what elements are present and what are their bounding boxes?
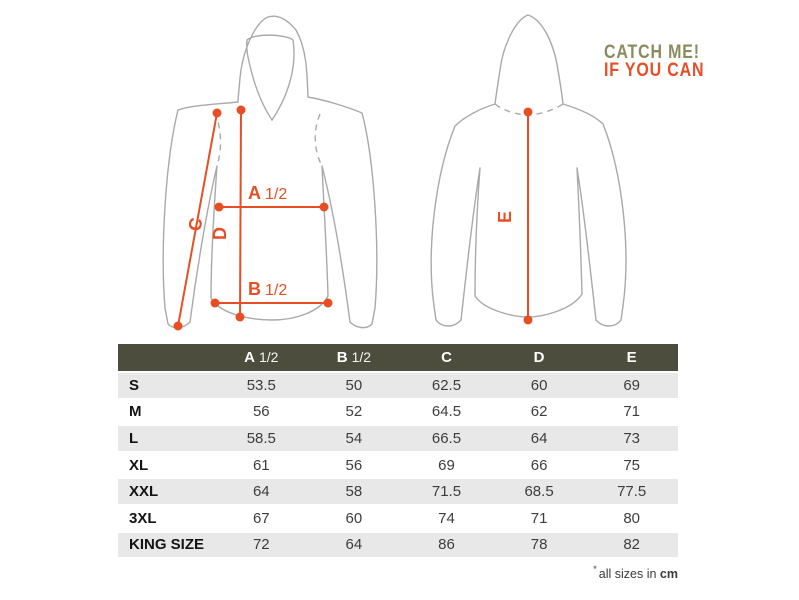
table-row-m <box>118 400 678 425</box>
hoodie-measurement-diagram <box>160 8 665 342</box>
size-value: 50 <box>308 373 401 398</box>
hoodie-front-outline <box>163 16 377 327</box>
column-letter: C <box>441 349 452 366</box>
size-table-header-e <box>585 344 678 371</box>
size-value: 60 <box>345 509 363 527</box>
size-label: M <box>129 403 142 421</box>
measure-dot <box>215 203 224 212</box>
size-value: 73 <box>585 426 678 451</box>
size-value: 53.5 <box>215 373 308 398</box>
size-value: 71.5 <box>400 479 493 504</box>
measure-label-b-frac: 1/2 <box>265 282 288 299</box>
measure-label-c: C <box>184 215 207 233</box>
column-frac: 1/2 <box>351 349 372 365</box>
column-letter: A <box>244 349 255 366</box>
size-table-header-d <box>493 344 586 371</box>
column-letter: E <box>626 349 637 366</box>
size-label: XXL <box>118 479 215 504</box>
size-table-header-a <box>215 344 308 371</box>
measure-dot <box>320 203 329 212</box>
size-value: 82 <box>585 533 678 558</box>
size-value: 68.5 <box>493 479 586 504</box>
size-value: 64 <box>215 479 308 504</box>
footnote-asterisk: * <box>593 564 597 574</box>
size-value: 52 <box>345 403 363 421</box>
column-letter: B <box>336 349 348 366</box>
brand-logo-line2: IF YOU CAN <box>604 60 705 81</box>
size-value: 69 <box>585 373 678 398</box>
measure-dot <box>174 322 183 331</box>
size-value: 58.5 <box>215 426 308 451</box>
footnote-text: all sizes in <box>598 567 657 581</box>
size-table-header-c <box>400 344 493 371</box>
size-value: 64 <box>308 533 401 558</box>
table-row-xxl <box>118 479 678 504</box>
size-value: 77.5 <box>585 479 678 504</box>
size-label: XL <box>129 456 149 474</box>
measure-dot <box>524 316 533 325</box>
size-value: 71 <box>530 509 548 527</box>
table-row-3xl <box>118 506 678 531</box>
column-letter: D <box>533 349 545 366</box>
measure-dot <box>211 299 220 308</box>
measure-line-d <box>240 110 241 317</box>
size-label: L <box>118 426 215 451</box>
size-value: 80 <box>623 509 641 527</box>
size-value: 64 <box>493 426 586 451</box>
table-row-s <box>118 373 678 398</box>
size-table-header-empty <box>118 344 215 371</box>
measure-label-d: D <box>210 227 230 240</box>
column-frac: 1/2 <box>258 349 279 365</box>
size-table-header-row <box>118 344 678 371</box>
size-value: 54 <box>308 426 401 451</box>
brand-logo-line1: CATCH ME! <box>604 42 700 63</box>
size-table <box>118 342 678 559</box>
size-value: 78 <box>493 533 586 558</box>
measure-dot <box>524 108 533 117</box>
size-value: 75 <box>623 456 641 474</box>
table-row-xl <box>118 453 678 478</box>
size-value: 72 <box>215 533 308 558</box>
table-row-l <box>118 426 678 451</box>
size-value: 60 <box>493 373 586 398</box>
size-label: S <box>118 373 215 398</box>
measure-label-a-frac: 1/2 <box>265 186 288 203</box>
measure-dot <box>236 313 245 322</box>
size-value: 62 <box>530 403 548 421</box>
size-table-header-b <box>308 344 401 371</box>
measure-label-e: E <box>495 210 515 223</box>
size-value: 56 <box>345 456 363 474</box>
measure-dot <box>213 109 222 118</box>
size-value: 86 <box>400 533 493 558</box>
size-label: KING SIZE <box>118 533 215 558</box>
measure-label-b: B <box>248 279 261 299</box>
size-value: 66.5 <box>400 426 493 451</box>
size-value: 67 <box>252 509 270 527</box>
size-value: 69 <box>438 456 455 474</box>
size-value: 71 <box>623 403 641 421</box>
size-value: 58 <box>308 479 401 504</box>
measure-label-a: A <box>248 183 261 203</box>
footnote-unit: cm <box>659 567 678 581</box>
size-value: 56 <box>252 403 270 421</box>
size-label: 3XL <box>129 509 157 527</box>
table-row-king-size <box>118 533 678 558</box>
size-value: 62.5 <box>400 373 493 398</box>
size-value: 66 <box>530 456 548 474</box>
measure-dot <box>237 106 246 115</box>
measure-dot <box>324 299 333 308</box>
size-value: 64.5 <box>431 403 462 421</box>
size-value: 61 <box>252 456 270 474</box>
size-value: 74 <box>438 509 455 527</box>
units-footnote <box>593 564 678 581</box>
